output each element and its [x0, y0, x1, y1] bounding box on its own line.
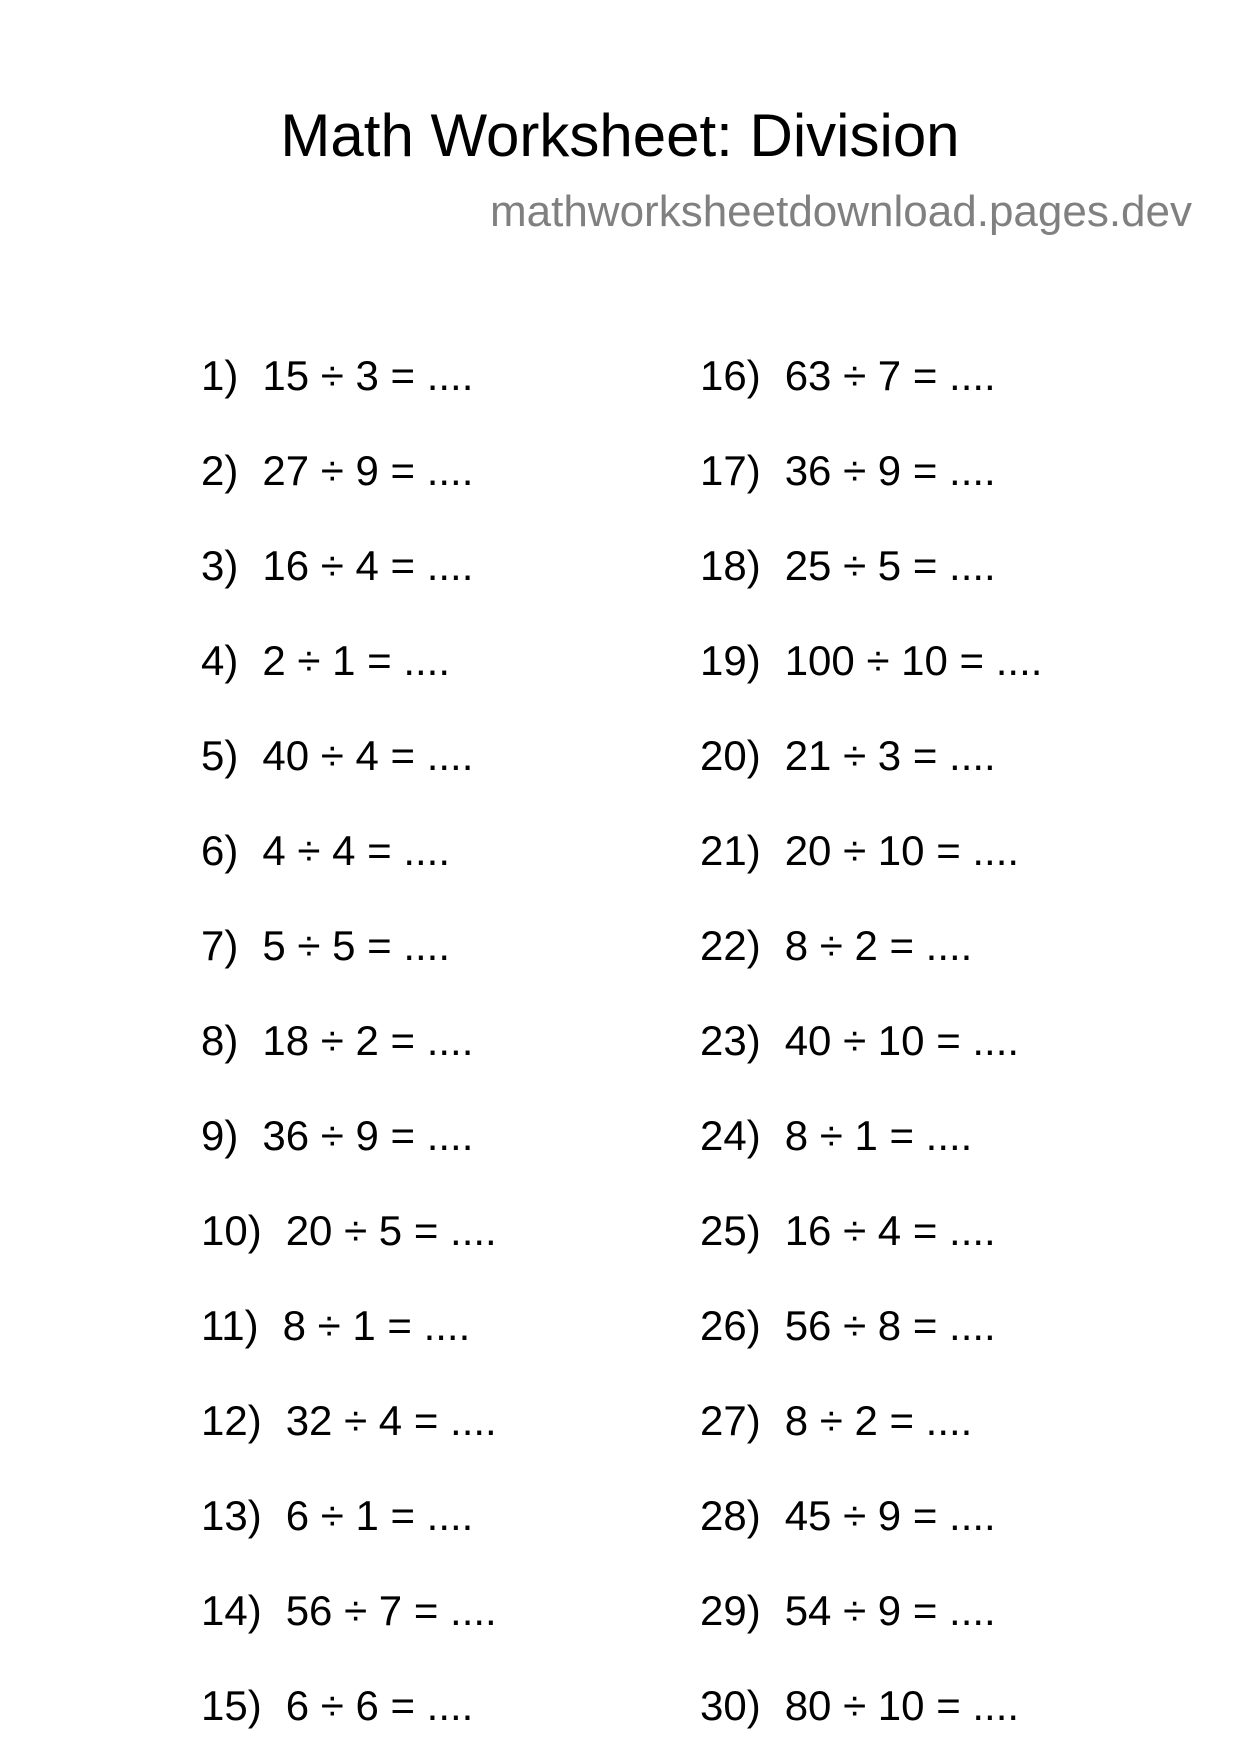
problem-number: 18): [700, 542, 761, 589]
problem-item: [201, 1300, 470, 1352]
problem-number: 9): [201, 1112, 239, 1159]
problem-item: [700, 1490, 996, 1542]
problem-expression: 15 ÷ 3 = ....: [262, 352, 474, 399]
problem-number: 26): [700, 1302, 761, 1349]
problem-expression: 40 ÷ 4 = ....: [262, 732, 474, 779]
problem-expression: 8 ÷ 2 = ....: [784, 1397, 973, 1444]
problem-expression: 100 ÷ 10 = ....: [784, 637, 1043, 684]
problem-number: 13): [201, 1492, 262, 1539]
problem-expression: 80 ÷ 10 = ....: [784, 1682, 1020, 1729]
problem-expression: 21 ÷ 3 = ....: [784, 732, 996, 779]
problem-item: [700, 1395, 972, 1447]
problem-number: 7): [201, 922, 239, 969]
problem-item: [201, 445, 473, 497]
problem-number: 4): [201, 637, 239, 684]
problem-expression: 8 ÷ 1 = ....: [282, 1302, 471, 1349]
problem-expression: 54 ÷ 9 = ....: [784, 1587, 996, 1634]
problem-number: 1): [201, 352, 239, 399]
problem-expression: 4 ÷ 4 = ....: [262, 827, 451, 874]
problem-number: 15): [201, 1682, 262, 1729]
problem-expression: 20 ÷ 5 = ....: [285, 1207, 497, 1254]
problem-expression: 6 ÷ 1 = ....: [285, 1492, 474, 1539]
problem-item: [700, 635, 1042, 687]
problem-expression: 25 ÷ 5 = ....: [784, 542, 996, 589]
problem-expression: 27 ÷ 9 = ....: [262, 447, 474, 494]
problem-expression: 40 ÷ 10 = ....: [784, 1017, 1020, 1064]
problem-number: 12): [201, 1397, 262, 1444]
problem-item: [201, 1585, 497, 1637]
problem-item: [700, 920, 972, 972]
problem-number: 10): [201, 1207, 262, 1254]
problem-number: 30): [700, 1682, 761, 1729]
problem-item: [201, 1015, 473, 1067]
problem-expression: 36 ÷ 9 = ....: [262, 1112, 474, 1159]
problem-item: [201, 920, 450, 972]
problem-item: [201, 350, 473, 402]
problem-number: 25): [700, 1207, 761, 1254]
problem-number: 23): [700, 1017, 761, 1064]
problem-item: [700, 1205, 996, 1257]
problem-number: 28): [700, 1492, 761, 1539]
problem-expression: 8 ÷ 1 = ....: [784, 1112, 973, 1159]
problem-expression: 8 ÷ 2 = ....: [784, 922, 973, 969]
problem-number: 6): [201, 827, 239, 874]
problem-expression: 56 ÷ 8 = ....: [784, 1302, 996, 1349]
problem-number: 21): [700, 827, 761, 874]
problem-number: 20): [700, 732, 761, 779]
problem-number: 14): [201, 1587, 262, 1634]
problem-number: 2): [201, 447, 239, 494]
problem-item: [201, 1110, 473, 1162]
problem-item: [700, 1015, 1019, 1067]
problem-number: 29): [700, 1587, 761, 1634]
problem-number: 17): [700, 447, 761, 494]
problem-item: [700, 1680, 1019, 1732]
problem-item: [201, 635, 450, 687]
problem-item: [201, 730, 473, 782]
problem-expression: 45 ÷ 9 = ....: [784, 1492, 996, 1539]
problem-expression: 63 ÷ 7 = ....: [784, 352, 996, 399]
problem-item: [700, 1585, 996, 1637]
problem-item: [700, 445, 996, 497]
problem-number: 24): [700, 1112, 761, 1159]
problem-item: [700, 1110, 972, 1162]
problem-item: [700, 350, 996, 402]
problem-item: [700, 730, 996, 782]
problem-expression: 16 ÷ 4 = ....: [784, 1207, 996, 1254]
problem-number: 11): [201, 1302, 259, 1349]
problem-item: [700, 540, 996, 592]
problem-item: [201, 1205, 497, 1257]
problem-expression: 36 ÷ 9 = ....: [784, 447, 996, 494]
problem-item: [201, 540, 473, 592]
problem-item: [201, 1680, 473, 1732]
site-url: mathworksheetdownload.pages.dev: [489, 187, 1192, 236]
problem-number: 16): [700, 352, 761, 399]
problem-number: 19): [700, 637, 761, 684]
problem-expression: 18 ÷ 2 = ....: [262, 1017, 474, 1064]
problem-item: [201, 1395, 497, 1447]
problem-expression: 6 ÷ 6 = ....: [285, 1682, 474, 1729]
problem-expression: 2 ÷ 1 = ....: [262, 637, 451, 684]
problem-expression: 56 ÷ 7 = ....: [285, 1587, 497, 1634]
problem-number: 5): [201, 732, 239, 779]
worksheet-title: Math Worksheet: Division: [280, 102, 960, 169]
problem-item: [700, 1300, 996, 1352]
problem-expression: 16 ÷ 4 = ....: [262, 542, 474, 589]
problem-number: 3): [201, 542, 239, 589]
problem-number: 22): [700, 922, 761, 969]
problem-expression: 5 ÷ 5 = ....: [262, 922, 451, 969]
problem-number: 27): [700, 1397, 761, 1444]
problem-item: [201, 825, 450, 877]
problem-expression: 20 ÷ 10 = ....: [784, 827, 1020, 874]
problem-item: [700, 825, 1019, 877]
problem-item: [201, 1490, 473, 1542]
problem-expression: 32 ÷ 4 = ....: [285, 1397, 497, 1444]
problem-number: 8): [201, 1017, 239, 1064]
